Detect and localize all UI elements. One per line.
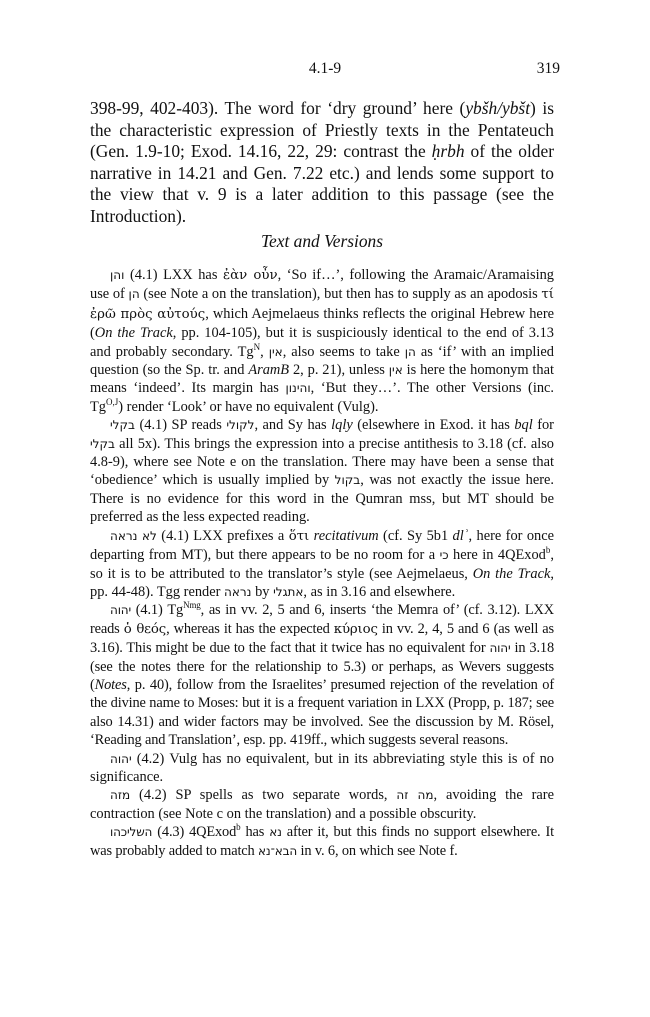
transliteration: lqly xyxy=(331,417,353,434)
hebrew-lemma: השליכהו xyxy=(110,825,153,840)
siglum-superscript: N xyxy=(253,341,261,352)
book-title: Notes xyxy=(94,676,127,693)
note-4-3-hashlikehu: השליכהו (4.3) 4QExod$^b$ has נא after it, but this finds no support elsewhere. It was probably added to match הבא־נא in v. 6, on which see Note f. xyxy=(90,822,554,859)
hebrew-lemma: יהוה xyxy=(110,751,132,766)
hebrew-text: בקול xyxy=(334,473,361,488)
transliteration: ḥrbh xyxy=(431,141,465,162)
running-head-title: 4.1-9 xyxy=(308,60,342,77)
textual-notes xyxy=(90,266,554,860)
note-4-2-mazeh: מזה (4.2) SP spells as two separate words, מה זה, avoiding the rare contraction (see Note c on the translation) and a possible obscurity. xyxy=(90,787,554,822)
transliteration: ybšh/ybšt xyxy=(465,98,531,118)
greek-text: ὅτι xyxy=(288,528,310,544)
greek-text: ἐὰν οὖν xyxy=(223,268,278,283)
hebrew-text: נא xyxy=(269,825,282,840)
note-4-1-lo-nirah: לא נראה (4.1) LXX prefixes a ὅτι recitativum (cf. Sy 5b1 dlʾ, here for once departing from MT), but there appears to be no room for a כי here in 4QExod$^b$, so it is to be attributed to the translator’s style (see Aejmelaeus, On the Track, pp. 44-48). Tgg render נראה by אתגלי, as in 3.16 and elsewhere. xyxy=(90,527,554,600)
note-4-1-hen: והן (4.1) LXX has ἐὰν οὖν, ‘So if…’, following the Aramaic/Aramaising use of הן (see Note a on the translation), but then has to supply as an apodosis τί ἐρῶ πρὸς αὐτούς, which Aejmelaeus thinks reflects the original Hebrew here (On the Track, pp. 104-105), but it is suspiciously identical to the end of 3.13 and probably secondary. $Tg^N$, אין, also seems to take הן as ‘if’ with an implied question (so the Sp. tr. and AramB 2, p. 21), unless אין is here the homonym that means ‘indeed’. Its margin has והינון, ‘But they…’. The other Versions (inc. $Tg^{O,J}$) render ‘Look’ or have no equivalent (Vulg). xyxy=(90,267,555,415)
transliteration: bql xyxy=(514,417,533,434)
intro-paragraph: 398-99, 402-403). The word for ‘dry ground’ here (ybšh/ybšt) is the characteristic expression of Priestly texts in the Pentateuch (Gen. 1.9-10; Exod. 14.16, 22, 29: contrast the ḥrbh of the older narrative in 14.21 and Gen. 7.22 etc.) and lends some support to the view that v. 9 is a later addition to this passage (see the Introduction). xyxy=(90,98,554,226)
section-heading: Text and Versions xyxy=(260,231,384,251)
hebrew-text: הבא־נא xyxy=(258,843,298,858)
siglum-superscript: Nmg xyxy=(183,600,201,611)
book-title: On the Track xyxy=(472,565,551,582)
transliteration: dlʾ xyxy=(452,527,469,544)
hebrew-lemma: בקלי xyxy=(110,418,135,433)
hebrew-lemma: מזה xyxy=(110,788,131,803)
latin-term: recitativum xyxy=(313,527,379,544)
hebrew-text: והינון xyxy=(285,381,311,396)
greek-text: κύριος xyxy=(333,621,378,637)
greek-text: τί ἐρῶ πρὸς αὐτούς xyxy=(90,287,554,322)
hebrew-text: הן xyxy=(128,287,140,302)
hebrew-lemma: יהוה xyxy=(110,603,132,618)
hebrew-text: כי xyxy=(439,548,449,563)
siglum-superscript: b xyxy=(545,545,551,556)
siglum-superscript: O,J xyxy=(106,397,119,408)
book-title: On the Track xyxy=(94,325,173,342)
hebrew-text: אין xyxy=(268,344,283,359)
hebrew-text: לקולי xyxy=(226,418,255,433)
hebrew-text: אין xyxy=(388,363,403,378)
hebrew-lemma: לא נראה xyxy=(110,528,157,543)
note-4-1-yhwh: יהוה (4.1) $Tg^{Nmg}$, as in vv. 2, 5 and 6, inserts ‘the Memra of’ (cf. 3.12). LXX reads ὁ θεός, whereas it has the expected κύριος in vv. 2, 4, 5 and 6 (as well as 3.16). This might be due to the fact that it twice has no equivalent for יהוה in 3.18 (see the notes there for the relationship to 5.3) or perhaps, as Wevers suggests (Notes, p. 40), follow from the Israelites’ presumed rejection of the revelation of the divine name to Moses: but it is a frequent variation in LXX (Propp, p. 187; see also 14.31) and wider factors may be involved. See the discussion by M. Rösel, ‘Reading and Translation’, esp. pp. 419ff., which suggests several reasons. xyxy=(90,600,555,749)
note-4-2-yhwh: יהוה (4.2) Vulg has no equivalent, but in its abbreviating style this is of no significance. xyxy=(90,750,554,785)
siglum-superscript: b xyxy=(236,822,241,833)
hebrew-text: בקלי xyxy=(90,436,115,451)
hebrew-text: נראה xyxy=(224,584,252,599)
hebrew-text: הן xyxy=(404,344,416,359)
page-number: 319 xyxy=(536,60,560,77)
hebrew-text: אתגלי xyxy=(273,584,304,599)
note-4-1-beqoli: בקלי (4.1) SP reads לקולי, and Sy has lqly (elsewhere in Exod. it has bql for בקלי all 5x). This brings the expression into a precise antithesis to 3.18 (cf. also 4.8-9), where see Note e on the translation. There may have been a sense that ‘obedience’ which is usually implied by בקול, was not exactly the issue here. There is no evidence for this word in the Qumran mss, but MT should be preferred as the less expected reading. xyxy=(90,417,554,526)
hebrew-text: יהוה xyxy=(489,641,511,656)
greek-text: ὁ θεός xyxy=(123,621,167,637)
hebrew-lemma: והן xyxy=(110,268,125,282)
running-head xyxy=(90,60,560,82)
hebrew-text: מה זה xyxy=(396,788,434,803)
book-title: AramB xyxy=(248,362,290,379)
